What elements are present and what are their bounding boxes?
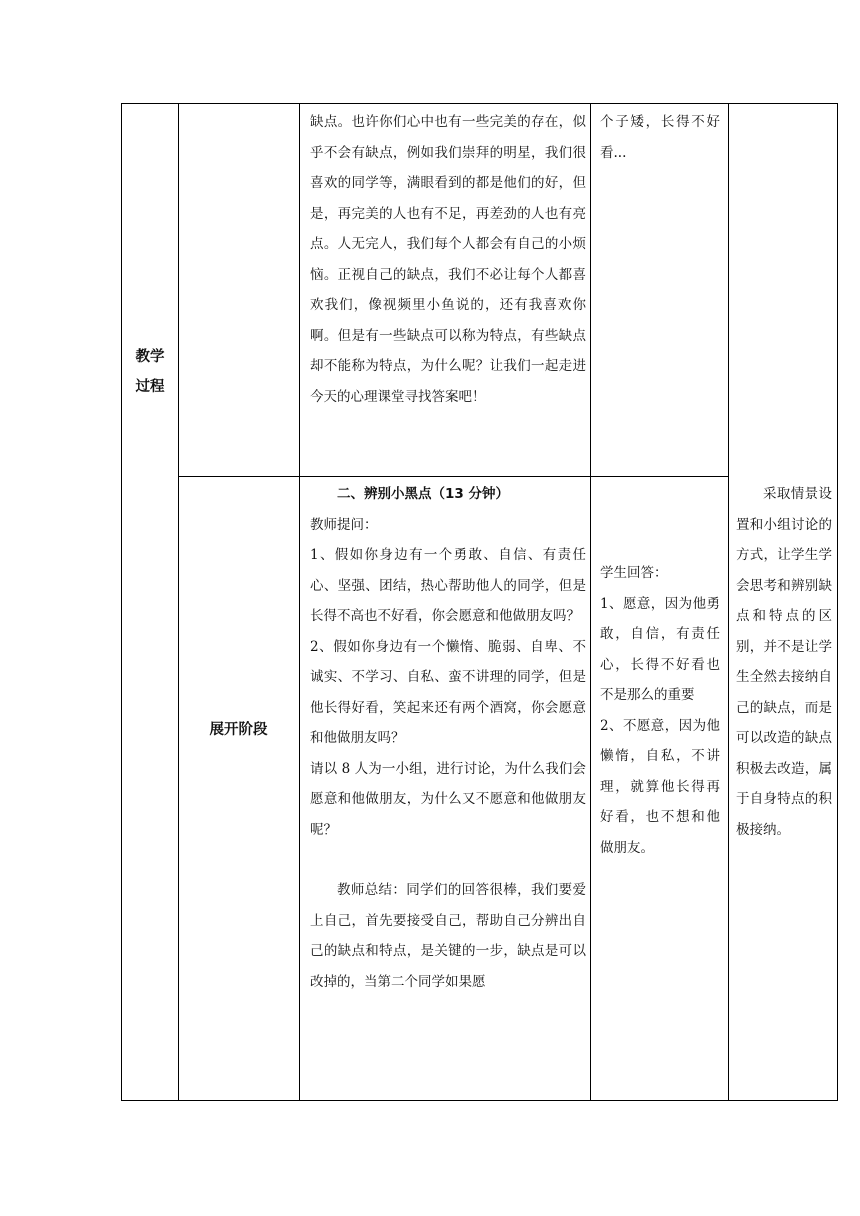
student-paragraph: 个子矮，长得不好看... <box>600 114 720 161</box>
teacher-activity <box>310 479 586 997</box>
section-heading: 二、辨别小黑点（13 分钟） <box>337 486 509 502</box>
spacer <box>310 845 586 875</box>
lesson-plan-table <box>121 103 838 1101</box>
column-divider <box>178 104 179 1100</box>
teacher-question-label: 教师提问： <box>310 516 378 533</box>
column-divider <box>299 104 300 1100</box>
stage-label: 展开阶段 <box>209 722 268 738</box>
row-divider <box>178 476 728 477</box>
row-label <box>122 342 178 402</box>
student-answer-1: 1、愿意，因为他勇敢，自信，有责任心，长得不好看也不是那么的重要 <box>600 595 720 703</box>
column-divider <box>590 104 591 1100</box>
column-divider <box>728 104 729 1100</box>
student-answers <box>600 558 720 863</box>
student-answer-2: 2、不愿意，因为他懒惰，自私，不讲理，就算他长得再好看，也不想和他做朋友。 <box>600 717 720 856</box>
question-1: 1、假如你身边有一个勇敢、自信、有责任心、坚强、团结，热心帮助他人的同学，但是长得不高也不好看，你会愿意和他做朋友吗？ <box>310 547 586 624</box>
row-label-line: 教学 <box>135 349 165 365</box>
teacher-summary: 教师总结：同学们的回答很棒，我们要爱上自己，首先要接受自己，帮助自己分辨出自己的缺点和特点，是关键的一步，缺点是可以改掉的，当第二个同学如果愿 <box>310 882 586 990</box>
intro-content <box>310 107 586 412</box>
row-label-line: 过程 <box>135 379 165 395</box>
design-intent-text: 采取情景设置和小组讨论的方式，让学生学会思考和辨别缺点和特点的区别，并不是让学生全然去接纳自己的缺点，而是可以改造的缺点积极去改造，属于自身特点的积极接纳。 <box>736 486 832 838</box>
design-intent <box>736 479 832 845</box>
group-discussion: 请以 8 人为一小组，进行讨论，为什么我们会愿意和他做朋友，为什么又不愿意和他做朋友呢？ <box>310 760 586 838</box>
intro-student-activity <box>600 107 720 168</box>
intro-paragraph: 缺点。也许你们心中也有一些完美的存在，似乎不会有缺点，例如我们崇拜的明星，我们很喜欢的同学等，满眼看到的都是他们的好，但是，再完美的人也有不足，再差劲的人也有亮点。人无完人，我们每个人都会有自己的小烦恼。正视自己的缺点，我们不必让每个人都喜欢我们，像视频里小鱼说的，还有我喜欢你啊。但是有一些缺点可以称为特点，有些缺点却不能称为特点，为什么呢？让我们一起走进今天的心理课堂寻找答案吧！ <box>310 114 586 405</box>
student-answer-title: 学生回答： <box>600 565 668 581</box>
question-2: 2、假如你身边有一个懒惰、脆弱、自卑、不诚实、不学习、自私、蛮不讲理的同学，但是他长得好看，笑起来还有两个酒窝，你会愿意和他做朋友吗？ <box>310 638 586 746</box>
